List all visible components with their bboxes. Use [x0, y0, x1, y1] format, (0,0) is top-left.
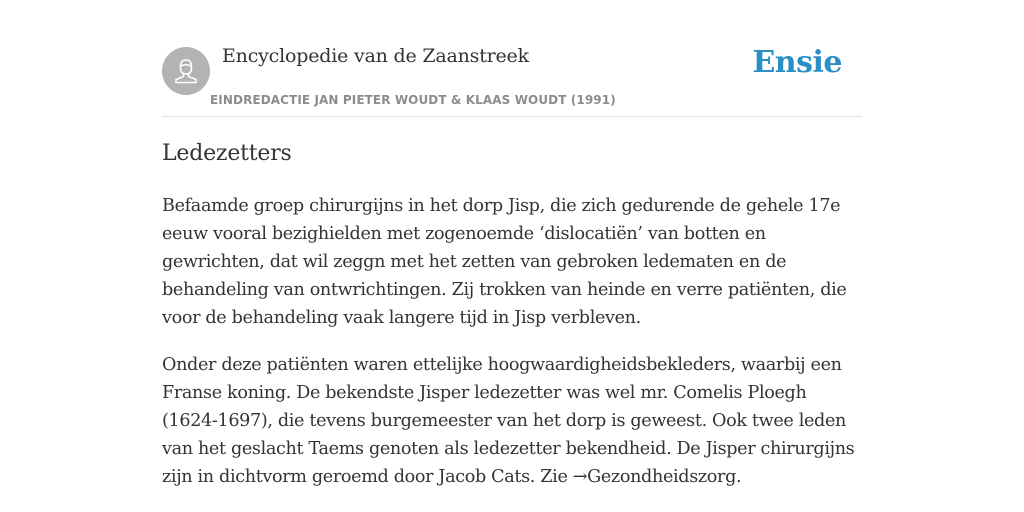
- ensie-logo[interactable]: Ensie: [752, 45, 842, 80]
- article-body: [162, 192, 862, 510]
- paragraph-2: [162, 351, 862, 491]
- paragraph-2-end: .: [736, 467, 742, 487]
- encyclopedia-title[interactable]: Encyclopedie van de Zaanstreek: [222, 45, 529, 67]
- avatar[interactable]: [162, 47, 210, 95]
- editors-credit: EINDREDACTIE JAN PIETER WOUDT & KLAAS WOUDT (1991): [210, 93, 616, 107]
- user-icon: [162, 47, 210, 95]
- page: [162, 0, 862, 487]
- paragraph-2-text: Onder deze patiënten waren ettelijke hoogwaardigheidsbekleders, waarbij een Franse koning. De bekendste Jisper ledezetter was wel mr. Comelis Ploegh (1624-1697), die tevens burgemeester van het dorp is geweest. Ook twee leden van het geslacht Taems genoten als ledezetter bekendheid. De Jisper chirurgijns zijn in dichtvorm geroemd door Jacob Cats. Zie: [162, 355, 855, 487]
- paragraph-1: Befaamde groep chirurgijns in het dorp Jisp, die zich gedurende de gehele 17e eeuw vooral bezighielden met zogenoemde ‘dislocatiën’ van botten en gewrichten, dat wil zeggn met het zetten van gebroken ledematen en de behandeling van ontwrichtingen. Zij trokken van heinde en verre patiënten, die voor de behandeling vaak langere tijd in Jisp verbleven.: [162, 196, 847, 328]
- gezondheidszorg-link[interactable]: →Gezondheidszorg: [572, 467, 737, 487]
- header: [162, 0, 862, 117]
- article-title: Ledezetters: [162, 141, 292, 166]
